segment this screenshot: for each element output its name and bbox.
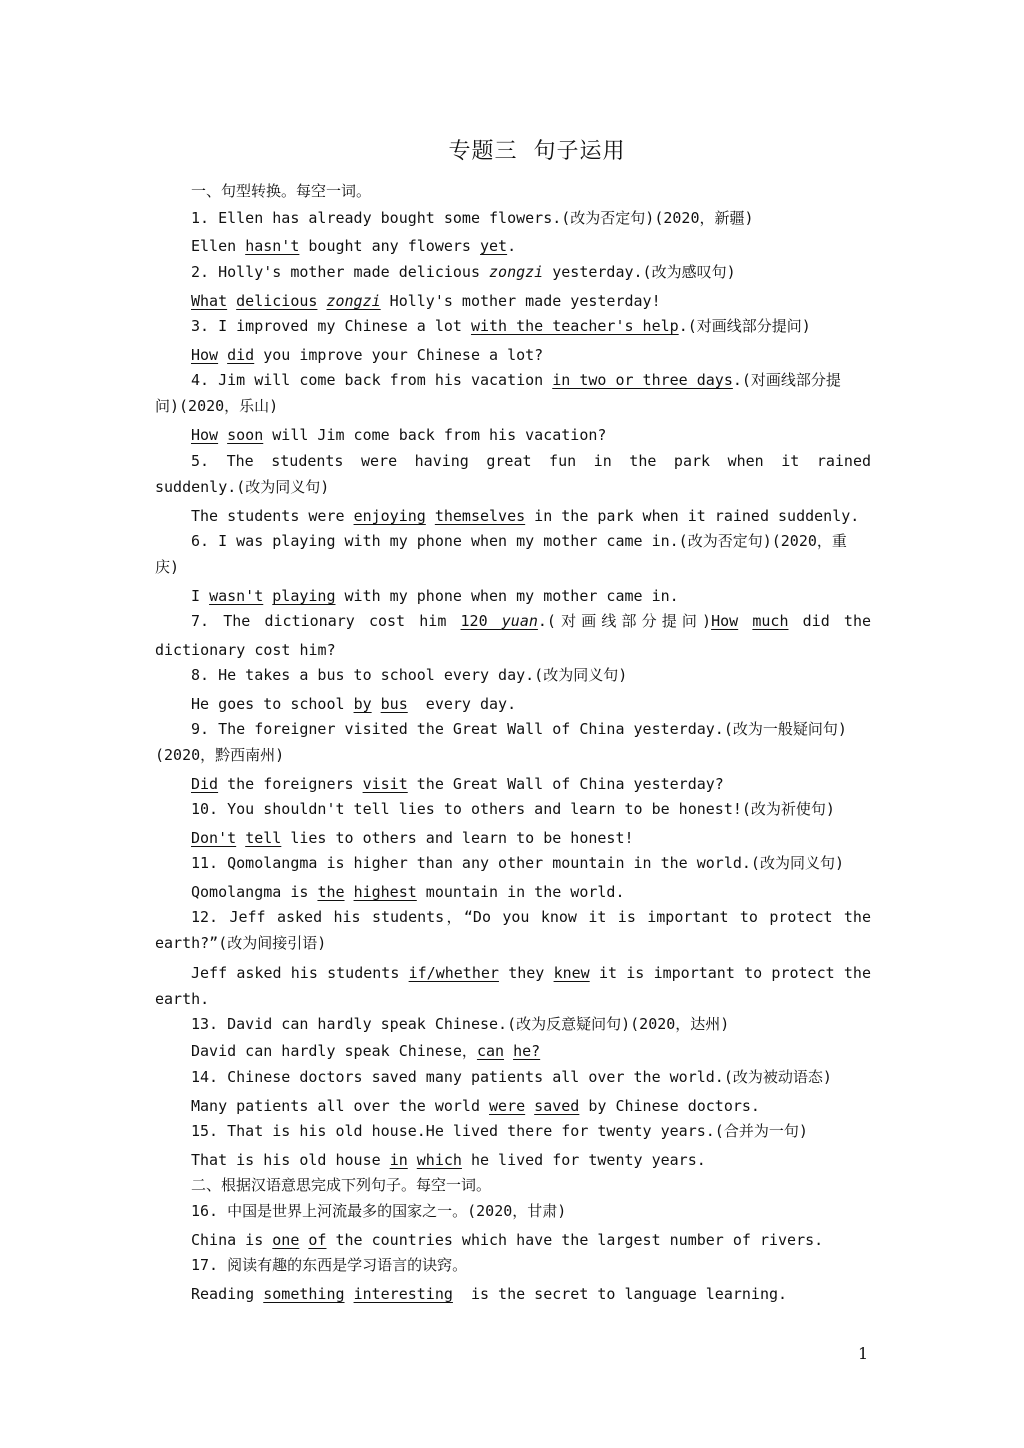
answer-blank: he?	[513, 1042, 541, 1060]
answer-15: That is his old house in which he lived for twenty years.	[191, 1151, 706, 1169]
answer-blank: highest	[353, 883, 417, 901]
answer-10: Don't tell lies to others and learn to be honest!	[191, 829, 634, 847]
question-9-cont: (2020，黔西南州)	[155, 746, 285, 764]
answer-1: Ellen hasn't bought any flowers yet.	[191, 237, 517, 255]
answer-blank: knew	[553, 964, 590, 982]
question-3: 3. I improved my Chinese a lot with the teacher's help.(对画线部分提问)	[191, 317, 811, 335]
answer-blank: saved	[534, 1097, 580, 1115]
question-17: 17. 阅读有趣的东西是学习语言的诀窍。	[191, 1256, 468, 1274]
answer-blank: How	[191, 426, 219, 444]
question-13: 13. David can hardly speak Chinese.(改为反意疑问句)(2020，达州)	[191, 1015, 730, 1033]
answer-blank: if/whether	[408, 964, 499, 982]
answer-11: Qomolangma is the highest mountain in the world.	[191, 883, 625, 901]
answer-8: He goes to school by bus every day.	[191, 695, 517, 713]
answer-blank: playing	[272, 587, 336, 605]
question-5: 5. The students were having great fun in the park when it rained	[191, 452, 871, 470]
answer-blank: something	[263, 1285, 345, 1303]
question-7: 7. The dictionary cost him 120 yuan.(对画线部分提问)How much did the	[191, 612, 872, 630]
answer-5: The students were enjoying themselves in the park when it rained suddenly.	[191, 507, 860, 525]
section-heading-2: 二、根据汉语意思完成下列句子。每空一词。	[191, 1176, 492, 1194]
question-12-cont: earth?”(改为间接引语)	[155, 934, 327, 952]
question-8: 8. He takes a bus to school every day.(改为同义句)	[191, 666, 628, 684]
answer-14: Many patients all over the world were saved by Chinese doctors.	[191, 1097, 760, 1115]
answer-blank: of	[308, 1231, 327, 1249]
answer-4: How soon will Jim come back from his vacation?	[191, 426, 607, 444]
question-16: 16. 中国是世界上河流最多的国家之一。(2020，甘肃)	[191, 1202, 567, 1220]
answer-blank: enjoying	[353, 507, 426, 525]
answer-blank: tell	[245, 829, 282, 847]
answer-blank: which	[416, 1151, 462, 1169]
question-7-cont: dictionary cost him?	[155, 641, 336, 659]
answer-blank: one	[272, 1231, 300, 1249]
answer-3: How did you improve your Chinese a lot?	[191, 346, 544, 364]
question-6: 6. I was playing with my phone when my mother came in.(改为否定句)(2020，重	[191, 532, 847, 550]
answer-17: Reading something interesting is the secret to language learning.	[191, 1285, 788, 1303]
question-10: 10. You shouldn't tell lies to others and learn to be honest!(改为祈使句)	[191, 800, 835, 818]
answer-blank: What	[191, 292, 228, 310]
answer-blank: bus	[380, 695, 408, 713]
answer-blank: in	[389, 1151, 408, 1169]
answer-blank: can	[476, 1042, 505, 1060]
question-4: 4. Jim will come back from his vacation in two or three days.(对画线部分提	[191, 371, 841, 389]
question-2: 2. Holly's mother made delicious zongzi yesterday.(改为感叹句)	[191, 263, 736, 281]
answer-13: David can hardly speak Chinese，can he?	[191, 1042, 541, 1060]
answer-blank: yet	[480, 237, 508, 255]
answer-blank: did	[227, 346, 255, 364]
answer-blank: visit	[362, 775, 408, 793]
answer-12: Jeff asked his students if/whether they knew it is important to protect the	[191, 964, 871, 982]
answer-blank: delicious	[236, 292, 318, 310]
question-4-cont: 问)(2020，乐山)	[155, 397, 279, 415]
answer-blank: soon	[227, 426, 264, 444]
question-9: 9. The foreigner visited the Great Wall of China yesterday.(改为一般疑问句)	[191, 720, 847, 738]
answer-blank: interesting	[353, 1285, 453, 1303]
answer-blank: were	[489, 1097, 526, 1115]
answer-16: China is one of the countries which have the largest number of rivers.	[191, 1231, 824, 1249]
answer-blank: Don't	[191, 829, 237, 847]
answer-blank: How	[191, 346, 219, 364]
answer-blank: zongzi	[326, 292, 381, 310]
answer-12-cont: earth.	[155, 990, 210, 1008]
answer-2: What delicious zongzi Holly's mother made yesterday!	[191, 292, 661, 310]
question-12: 12. Jeff asked his students，“Do you know it is important to protect the	[191, 908, 871, 926]
page-number: 1	[858, 1344, 869, 1363]
question-15: 15. That is his old house.He lived there for twenty years.(合并为一句)	[191, 1122, 808, 1140]
answer-blank: Did	[191, 775, 219, 793]
answer-blank: hasn't	[245, 237, 300, 255]
question-1: 1. Ellen has already bought some flowers.(改为否定句)(2020，新疆)	[191, 209, 754, 227]
answer-9: Did the foreigners visit the Great Wall of China yesterday?	[191, 775, 724, 793]
answer-blank: much	[752, 612, 789, 630]
answer-blank: wasn't	[209, 587, 264, 605]
page-title: 专题三 句子运用	[448, 139, 626, 164]
question-5-cont: suddenly.(改为同义句)	[155, 478, 330, 496]
question-14: 14. Chinese doctors saved many patients all over the world.(改为被动语态)	[191, 1068, 832, 1086]
question-11: 11. Qomolangma is higher than any other mountain in the world.(改为同义句)	[191, 854, 844, 872]
answer-blank: by	[353, 695, 372, 713]
question-6-cont: 庆)	[155, 558, 180, 576]
answer-blank: themselves	[434, 507, 526, 525]
answer-6: I wasn't playing with my phone when my mother came in.	[191, 587, 679, 605]
section-heading-1: 一、句型转换。每空一词。	[191, 182, 372, 200]
answer-blank: the	[317, 883, 345, 901]
answer-blank: How	[711, 612, 739, 630]
